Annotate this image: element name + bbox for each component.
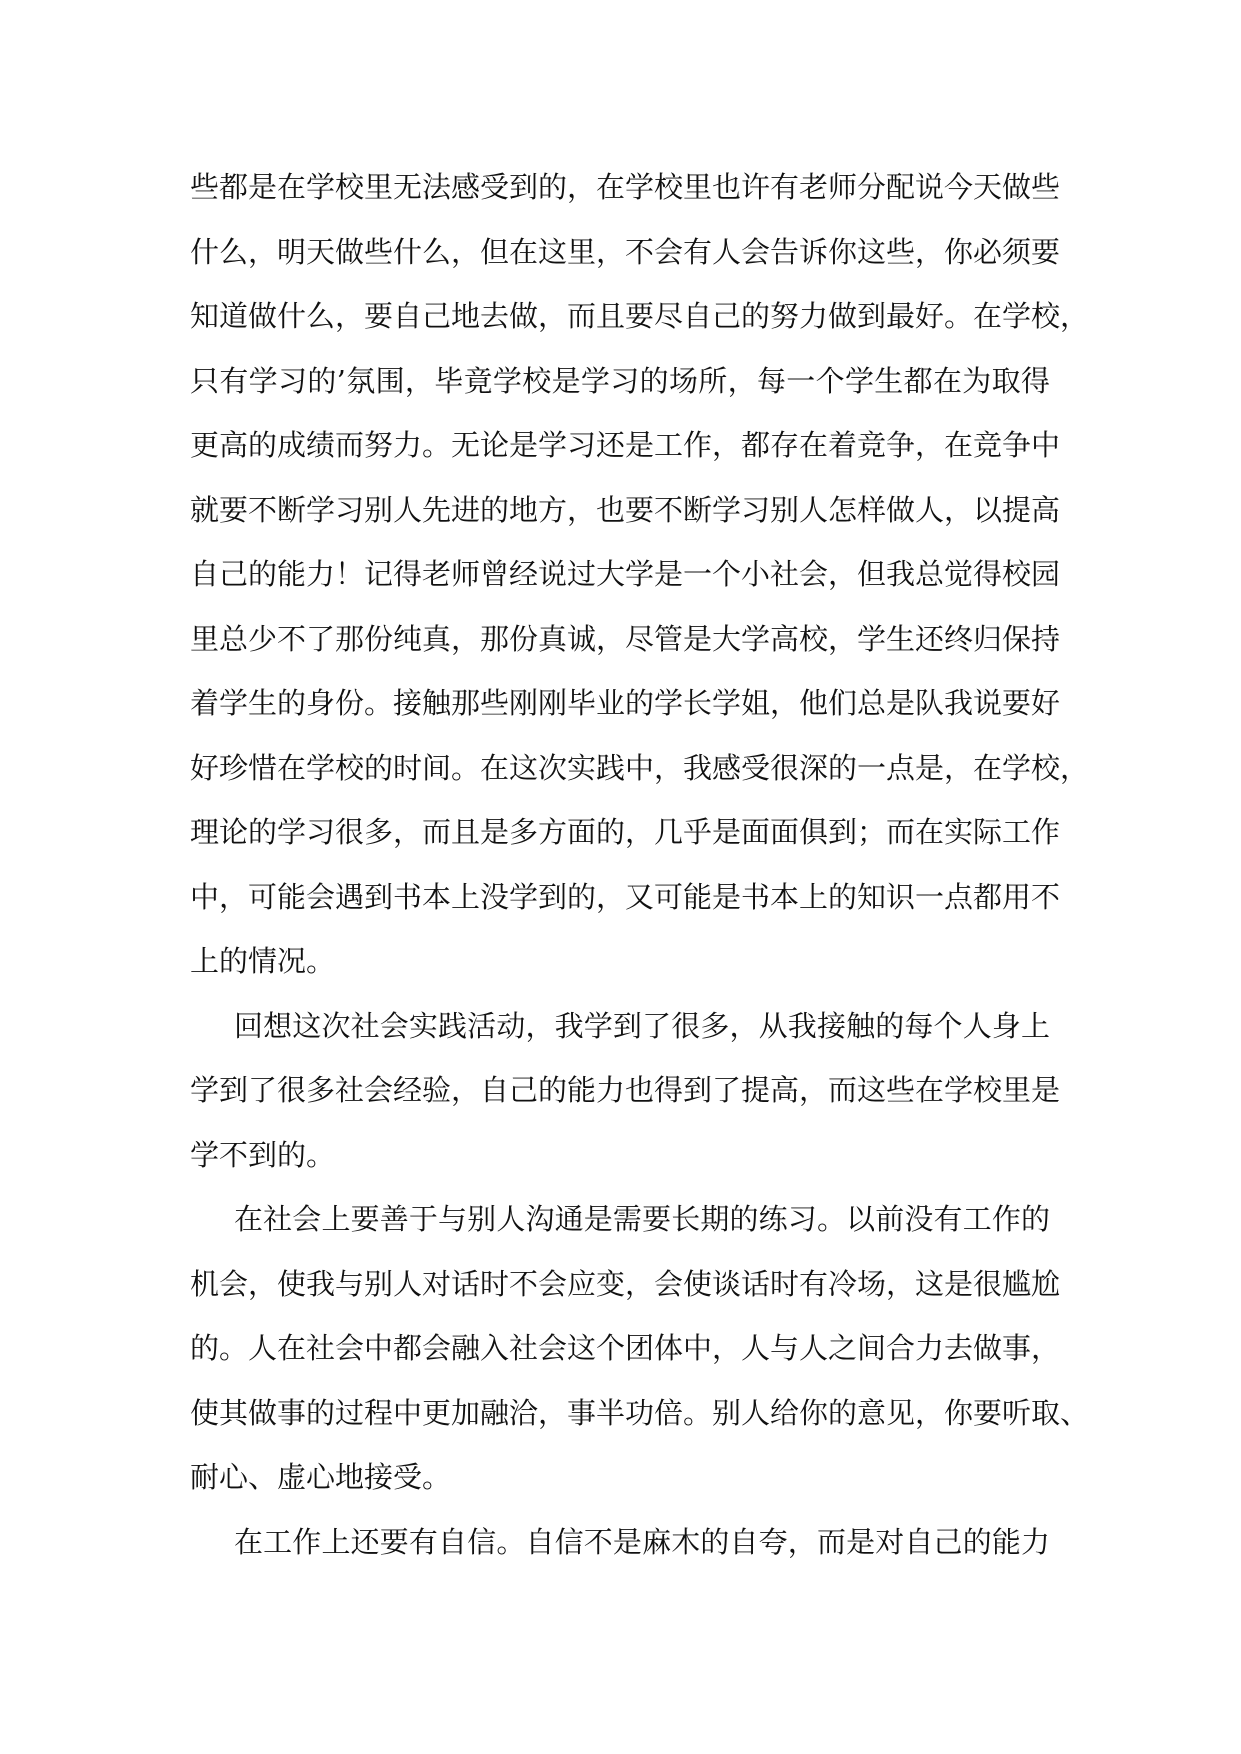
text-line: 自己的能力！记得老师曾经说过大学是一个小社会，但我总觉得校园 — [190, 557, 1061, 591]
text-line: 中，可能会遇到书本上没学到的，又可能是书本上的知识一点都用不 — [190, 879, 1061, 914]
text-line: 里总少不了那份纯真，那份真诚，尽管是大学高校，学生还终归保持 — [190, 621, 1061, 656]
body-text — [190, 155, 1090, 1574]
text-line: 知道做什么，要自己地去做，而且要尽自己的努力做到最好。在学校， — [190, 299, 1090, 333]
text-line: 学不到的。 — [190, 1137, 336, 1172]
text-line: 耐心、虚心地接受。 — [190, 1460, 452, 1494]
text-line: 什么，明天做些什么，但在这里，不会有人会告诉你这些，你必须要 — [190, 234, 1061, 269]
text-line: 理论的学习很多，而且是多方面的，几乎是面面俱到；而在实际工作 — [190, 815, 1061, 849]
text-line: 机会，使我与别人对话时不会应变，会使谈话时有冷场，这是很尴尬 — [190, 1266, 1061, 1301]
text-line: 着学生的身份。接触那些刚刚毕业的学长学姐，他们总是队我说要好 — [190, 686, 1061, 720]
text-line: 好珍惜在学校的时间。在这次实践中，我感受很深的一点是，在学校， — [190, 750, 1090, 785]
text-line: 的。人在社会中都会融入社会这个团体中，人与人之间合力去做事， — [190, 1331, 1061, 1365]
text-line: 学到了很多社会经验，自己的能力也得到了提高，而这些在学校里是 — [190, 1073, 1061, 1107]
text-line: 只有学习的’氛围，毕竟学校是学习的场所，每一个学生都在为取得 — [190, 363, 1050, 398]
text-line: 就要不断学习别人先进的地方，也要不断学习别人怎样做人，以提高 — [190, 492, 1061, 527]
text-line: 上的情况。 — [190, 944, 336, 978]
text-line: 在工作上还要有自信。自信不是麻木的自夸，而是对自己的能力 — [234, 1524, 1050, 1559]
text-line: 在社会上要善于与别人沟通是需要长期的练习。以前没有工作的 — [234, 1202, 1050, 1236]
text-line: 使其做事的过程中更加融洽，事半功倍。别人给你的意见，你要听取、 — [190, 1395, 1090, 1430]
text-line: 回想这次社会实践活动，我学到了很多，从我接触的每个人身上 — [234, 1008, 1050, 1043]
text-line: 些都是在学校里无法感受到的，在学校里也许有老师分配说今天做些 — [190, 170, 1061, 204]
text-line: 更高的成绩而努力。无论是学习还是工作，都存在着竞争，在竞争中 — [190, 428, 1061, 462]
